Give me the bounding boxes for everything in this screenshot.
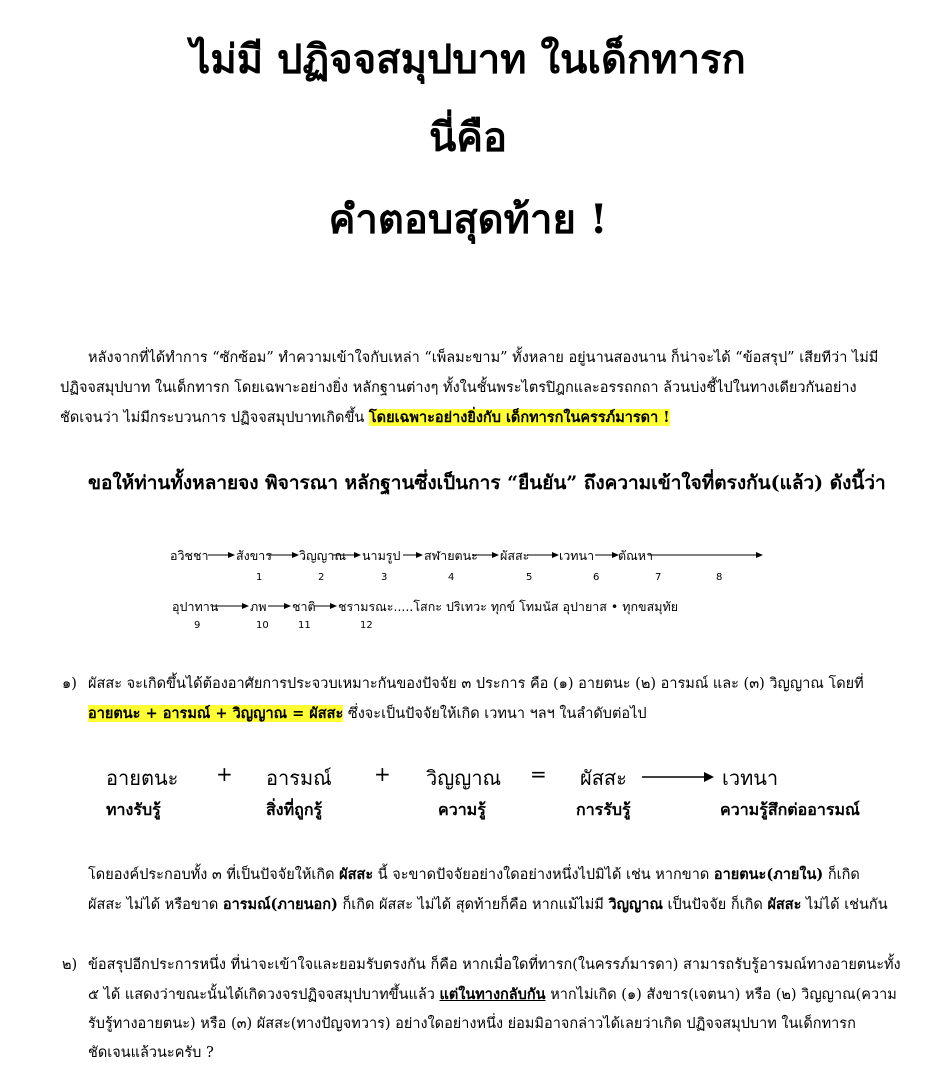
chain-number: 12 bbox=[360, 620, 373, 631]
point-two-text-rest: หากไม่เกิด (๑) สังขาร(เจตนา) หรือ (๒) วิญญาณ(ความรับรู้ทางอายตนะ) หรือ (๓) ผัสสะ(ทางปัญจทวาร) อย่างใดอย่างหนึ่ง ย่อมมิอาจกล่าวได้เลยว่าเกิด ปฏิจจสมุปบาท ในเด็กทารก ชัดเจนแล้วนะครับ ? bbox=[88, 987, 897, 1061]
chain-number: 8 bbox=[716, 572, 723, 583]
chain-term: นามรูป bbox=[362, 548, 401, 563]
explanation-text: โดยองค์ประกอบทั้ง ๓ ที่เป็นปัจจัยให้เกิด bbox=[88, 867, 340, 883]
intro-paragraph bbox=[60, 343, 890, 433]
equation-term: วิญญาณ bbox=[426, 766, 502, 790]
subheading: ขอให้ท่านทั้งหลายจง พิจารณา หลักฐานซึ่งเป็นการ “ยืนยัน” ถึงความเข้าใจที่ตรงกัน(แล้ว) ดังนี้ว่า bbox=[88, 472, 886, 494]
point-one-number: ๑) bbox=[62, 676, 77, 692]
explanation-text: เป็นปัจจัย ก็เกิด bbox=[662, 897, 768, 913]
point-two-underline: แต่ในทางกลับกัน bbox=[439, 986, 546, 1003]
equation-subtitle: ความรู้สึกต่ออารมณ์ bbox=[720, 800, 860, 819]
chain-term: ตัณหา bbox=[618, 548, 653, 563]
chain-term: ชรามรณะ.....โสกะ ปริเทวะ ทุกข์ โทมนัส อุปายาส • ทุกขสมุทัย bbox=[338, 599, 679, 614]
chain-number: 5 bbox=[526, 572, 533, 583]
phassa-equation bbox=[100, 758, 880, 828]
explanation-text: นี้ จะขาดปัจจัยอย่างใดอย่างหนึ่งไปมิได้ เช่น หากขาด bbox=[373, 867, 714, 883]
chain-number: 9 bbox=[194, 620, 201, 631]
intro-highlight: โดยเฉพาะอย่างยิ่งกับ เด็กทารกในครรภ์มารดา ! bbox=[368, 409, 670, 426]
point-one-formula: อายตนะ + อารมณ์ + วิญญาณ = ผัสสะ bbox=[88, 705, 344, 722]
equation-subtitle: ทางรับรู้ bbox=[106, 800, 161, 819]
title-line-1: ไม่มี ปฏิจจสมุปบาท ในเด็กทารก bbox=[190, 36, 746, 83]
equation-term: อารมณ์ bbox=[266, 766, 332, 790]
equation-plus: + bbox=[374, 762, 391, 786]
chain-term: ภพ bbox=[250, 599, 267, 614]
explanation-text: ไม่ได้ เช่นกัน bbox=[801, 897, 888, 913]
title-line-2: นี่คือ bbox=[428, 114, 508, 161]
equation-term: อายตนะ bbox=[106, 766, 179, 790]
explanation-text: ก็เกิด ผัสสะ ไม่ได้ หรือขาด bbox=[88, 867, 860, 913]
equation-subtitle: การรับรู้ bbox=[576, 800, 631, 819]
equation-term: เวทนา bbox=[722, 766, 779, 790]
explanation-bold: ผัสสะ bbox=[339, 866, 374, 883]
explanation-paragraph bbox=[88, 860, 888, 920]
chain-term: ผัสสะ bbox=[500, 548, 530, 563]
chain-number: 7 bbox=[655, 572, 662, 583]
equation-subtitle: สิ่งที่ถูกรู้ bbox=[266, 800, 323, 819]
equation-arrow bbox=[642, 770, 714, 784]
chain-term: สังขาร bbox=[236, 548, 273, 563]
explanation-text: ก็เกิด ผัสสะ ไม่ได้ สุดท้ายก็คือ หากแม้ไม่มี bbox=[337, 897, 609, 913]
equation-subtitle: ความรู้ bbox=[438, 800, 486, 819]
chain-number: 1 bbox=[256, 572, 263, 583]
chain-number: 2 bbox=[318, 572, 325, 583]
explanation-bold: อายตนะ(ภายใน) bbox=[713, 866, 824, 883]
equation-equals: = bbox=[530, 762, 547, 786]
title-line-3: คำตอบสุดท้าย ! bbox=[328, 196, 608, 243]
chain-number: 3 bbox=[381, 572, 388, 583]
chain-number: 11 bbox=[298, 620, 311, 631]
chain-term: อวิชชา bbox=[170, 548, 209, 563]
point-two-text: ข้อสรุปอีกประการหนึ่ง ที่น่าจะเข้าใจและยอมรับตรงกัน ก็คือ หากเมื่อใดที่ทารก(ในครรภ์มารดา) สามารถรับรู้อารมณ์ทางอายตนะทั้ง ๕ ได้ แสดงว่าขณะนั้นได้เกิดวงจรปฏิจจสมุปบาทขึ้นแล้ว bbox=[88, 957, 901, 1003]
dependent-origination-chain bbox=[170, 538, 790, 638]
chain-number: 10 bbox=[256, 620, 269, 631]
explanation-bold: ผัสสะ bbox=[767, 896, 802, 913]
chain-term: อุปาทาน bbox=[172, 599, 219, 614]
explanation-bold: อารมณ์(ภายนอก) bbox=[222, 896, 338, 913]
point-two bbox=[62, 951, 902, 1068]
chain-term: เวทนา bbox=[559, 548, 595, 563]
point-one-text-rest: ซึ่งจะเป็นปัจจัยให้เกิด เวทนา ฯลฯ ในลำดับต่อไป bbox=[343, 706, 647, 722]
chain-number: 6 bbox=[593, 572, 600, 583]
chain-number: 4 bbox=[448, 572, 455, 583]
equation-plus: + bbox=[216, 762, 233, 786]
point-two-number: ๒) bbox=[62, 957, 78, 973]
chain-term: วิญญาณ bbox=[299, 548, 346, 563]
point-one bbox=[62, 670, 902, 729]
intro-text: หลังจากที่ได้ทำการ “ซักซ้อม” ทำความเข้าใจกับเหล่า “เพ็ลมะขาม” ทั้งหลาย อยู่นานสองนาน ก็น่าจะได้ “ข้อสรุป” เสียทีว่า ไม่มี ปฏิจจสมุปบาท ในเด็กทารก โดยเฉพาะอย่างยิ่ง หลักฐานต่างๆ ทั้งในชั้นพระไตรปิฎกและอรรถกถา ล้วนบ่งชี้ไปในทางเดียวกันอย่างชัดเจนว่า ไม่มีกระบวนการ ปฏิจจสมุปบาทเกิดขึ้น bbox=[60, 350, 879, 426]
chain-term: ชาติ bbox=[292, 599, 316, 614]
equation-term: ผัสสะ bbox=[580, 766, 627, 790]
explanation-bold: วิญญาณ bbox=[608, 896, 663, 913]
point-one-text: ผัสสะ จะเกิดขึ้นได้ต้องอาศัยการประจวบเหมาะกันของปัจจัย ๓ ประการ คือ (๑) อายตนะ (๒) อารมณ์ และ (๓) วิญญาณ โดยที่ bbox=[88, 676, 864, 692]
chain-term: สฬายตนะ bbox=[424, 548, 478, 563]
